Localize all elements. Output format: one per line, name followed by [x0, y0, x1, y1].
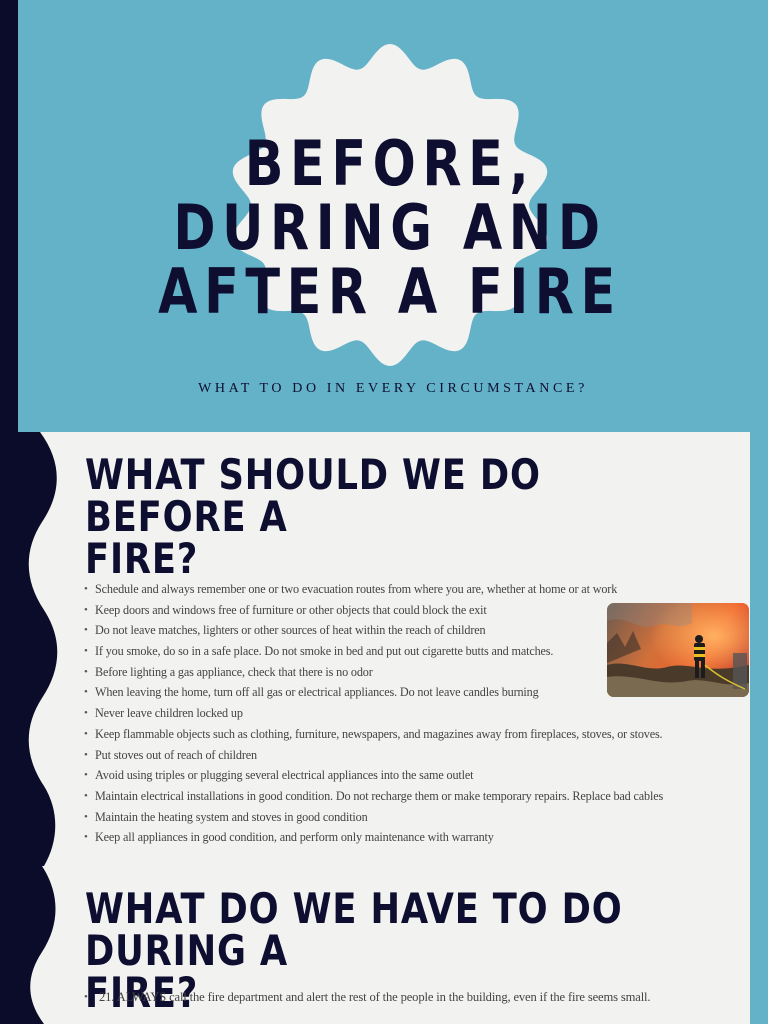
list-item: • Maintain electrical installations in good condition. Do not recharge them or make temporary repairs. Replace bad cables [84, 786, 704, 807]
heading-line-1: WHAT SHOULD WE DO BEFORE A [85, 450, 541, 541]
list-item: • Keep doors and windows free of furniture or other objects that could block the exit [84, 600, 704, 621]
list-item: • If you smoke, do so in a safe place. Do not smoke in bed and put out cigarette butts and matches. [84, 641, 704, 662]
heading-line-2: FIRE? [85, 534, 199, 583]
wavy-left-border [0, 432, 60, 866]
slide-during-fire [0, 866, 768, 1024]
heading-line-2: FIRE? [85, 968, 199, 1017]
firefighter-photo [607, 603, 749, 697]
list-item: • Do not leave matches, lighters or other sources of heat within the reach of children [84, 620, 704, 641]
list-item: • When leaving the home, turn off all gas or electrical appliances. Do not leave candles burning [84, 682, 704, 703]
list-item: • Maintain the heating system and stoves in good condition [84, 807, 704, 828]
slide-title [0, 0, 768, 432]
list-item: • 21. ALWAYS call the fire department and alert the rest of the people in the building, even if the fire seems small. [84, 988, 694, 1006]
list-item: • Avoid using triples or plugging several electrical appliances into the same outlet [84, 765, 704, 786]
heading-line-1: WHAT DO WE HAVE TO DO DURING A [85, 884, 623, 975]
left-accent-bar [0, 0, 18, 432]
list-item: • Keep all appliances in good condition, and perform only maintenance with warranty [84, 827, 704, 848]
list-item: • Put stoves out of reach of children [84, 745, 704, 766]
title-line-1: BEFORE, DURING AND [173, 127, 607, 264]
bullet-list [84, 988, 694, 1006]
slide-subtitle: WHAT TO DO IN EVERY CIRCUMSTANCE? [198, 381, 588, 396]
slide-title-text [103, 127, 677, 328]
list-item: • Schedule and always remember one or two evacuation routes from where you are, whether at home or at work [84, 579, 704, 600]
right-accent-strip [750, 866, 768, 1024]
list-item: • Keep flammable objects such as clothing, furniture, newspapers, and magazines away from fireplaces, stoves, or stoves. [84, 724, 704, 745]
right-accent-strip [750, 432, 768, 866]
title-line-2: AFTER A FIRE [158, 255, 622, 328]
section-heading [85, 450, 623, 583]
list-item: • Before lighting a gas appliance, check that there is no odor [84, 662, 704, 683]
wavy-left-border [0, 866, 60, 1024]
list-item: • Never leave children locked up [84, 703, 704, 724]
slide-before-fire [0, 432, 768, 866]
